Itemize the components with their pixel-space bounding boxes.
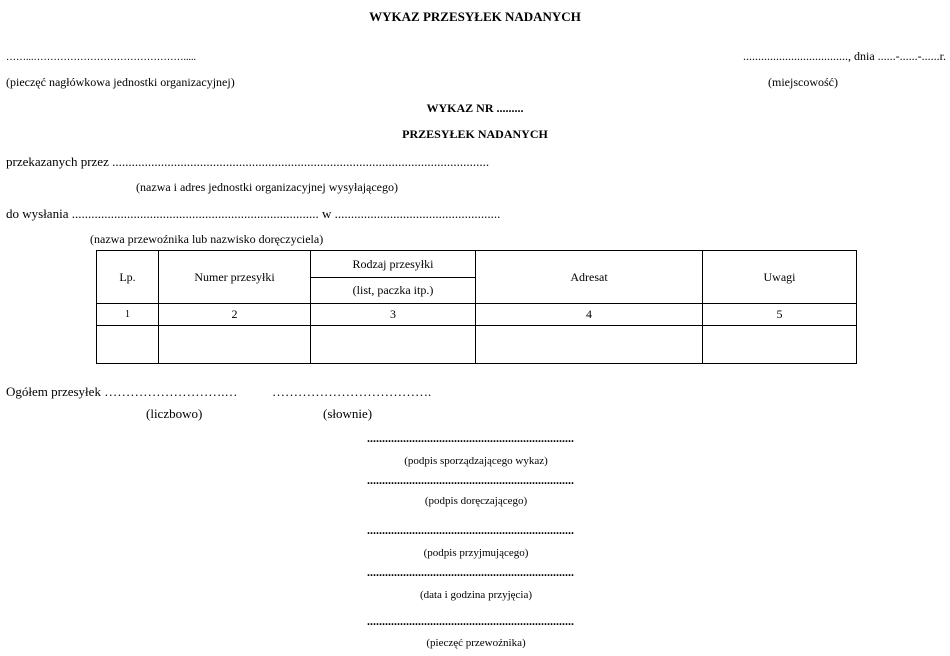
caption-numeric: (liczbowo) bbox=[146, 406, 203, 421]
header-adresat: Adresat bbox=[476, 251, 703, 304]
table-row bbox=[97, 326, 857, 364]
empty-cell bbox=[311, 326, 476, 364]
signature-caption: (pieczęć przewoźnika) bbox=[426, 637, 526, 649]
header-numer: Numer przesyłki bbox=[159, 251, 311, 304]
document-title: WYKAZ PRZESYŁEK NADANYCH bbox=[369, 9, 581, 24]
empty-cell bbox=[476, 326, 703, 364]
header-lp: Lp. bbox=[97, 251, 159, 304]
column-number: 4 bbox=[476, 304, 703, 326]
signature-caption: (podpis doręczającego) bbox=[424, 495, 528, 507]
empty-cell bbox=[703, 326, 857, 364]
transferred-by-field: przekazanych przez .................................................................................................................... bbox=[6, 154, 490, 169]
shipments-table bbox=[96, 250, 857, 364]
signature-caption: (data i godzina przyjęcia) bbox=[419, 589, 533, 601]
total-words-dots: ………………………………. bbox=[272, 384, 432, 399]
signature-line: ..................................................................... bbox=[367, 473, 574, 487]
header-uwagi: Uwagi bbox=[703, 251, 857, 304]
signature-caption: (podpis przyjmującego) bbox=[423, 547, 529, 559]
header-rodzaj: Rodzaj przesyłki bbox=[311, 251, 476, 278]
signature-caption: (podpis sporządzającego wykaz) bbox=[404, 455, 548, 467]
total-shipments-field: Ogółem przesyłek ……………………….… bbox=[6, 384, 238, 399]
signature-line: ..................................................................... bbox=[367, 431, 574, 445]
place-date-line: ..................................., dnia ......-......-......r. bbox=[743, 49, 946, 63]
caption-words: (słownie) bbox=[323, 406, 373, 421]
header-rodzaj-sub: (list, paczka itp.) bbox=[311, 278, 476, 304]
column-number: 2 bbox=[159, 304, 311, 326]
letterhead-caption: (pieczęć nagłówkowa jednostki organizacyjnej) bbox=[6, 75, 235, 89]
transferred-by-caption: (nazwa i adres jednostki organizacyjnej wysyłającego) bbox=[136, 180, 399, 194]
column-number: 1 bbox=[97, 304, 159, 326]
place-caption: (miejscowość) bbox=[768, 75, 838, 89]
signature-line: ..................................................................... bbox=[367, 614, 574, 628]
empty-cell bbox=[159, 326, 311, 364]
signature-line: ..................................................................... bbox=[367, 523, 574, 537]
send-to-field: do wysłania ............................................................................ w ................................................... bbox=[6, 206, 501, 221]
column-number: 3 bbox=[311, 304, 476, 326]
column-number: 5 bbox=[703, 304, 857, 326]
letterhead-dotted-line: ……...………………………………………..... bbox=[6, 52, 196, 63]
send-to-caption: (nazwa przewoźnika lub nazwisko doręczyciela) bbox=[90, 232, 324, 246]
empty-cell bbox=[97, 326, 159, 364]
list-subtitle: PRZESYŁEK NADANYCH bbox=[402, 127, 548, 141]
list-number-heading: WYKAZ NR ......... bbox=[426, 101, 524, 115]
signature-line: ..................................................................... bbox=[367, 565, 574, 579]
